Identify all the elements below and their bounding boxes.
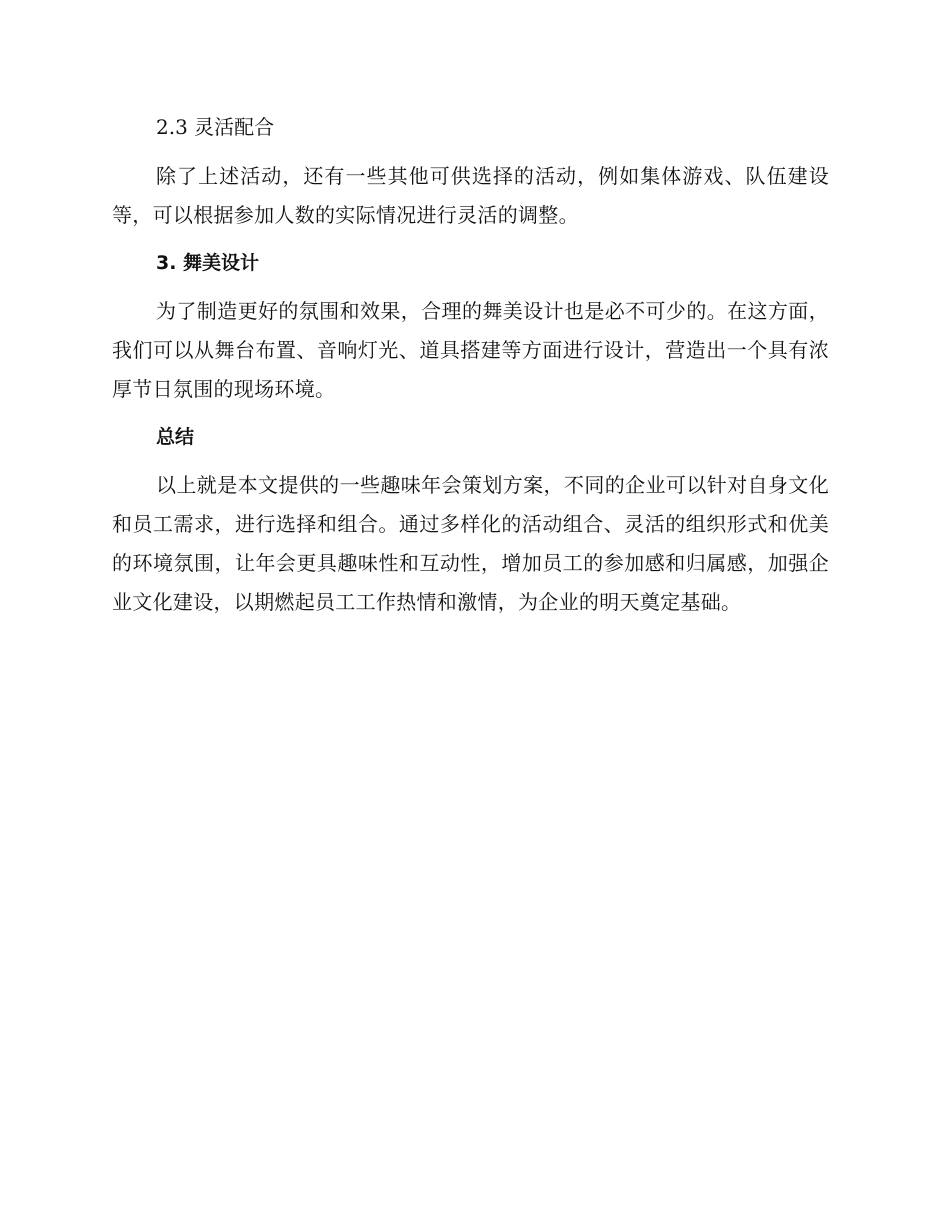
section-3-paragraph: 为了制造更好的氛围和效果，合理的舞美设计也是必不可少的。在这方面，我们可以从舞台布置、音响灯光、道具搭建等方面进行设计，营造出一个具有浓厚节日氛围的现场环境。 <box>112 299 829 402</box>
summary-heading: 总结 <box>156 426 195 449</box>
section-3-heading: 3. 舞美设计 <box>156 252 260 274</box>
summary-paragraph: 以上就是本文提供的一些趣味年会策划方案，不同的企业可以针对自身文化和员工需求，进行选择和组合。通过多样化的活动组合、灵活的组织形式和优美的环境氛围，让年会更具趣味性和互动性，增加员工的参加感和归属感，加强企业文化建设，以期燃起员工工作热情和激情，为企业的明天奠定基础。 <box>112 473 829 615</box>
section-2-3-subheading: 2.3 灵活配合 <box>156 115 275 139</box>
section-2-3-paragraph: 除了上述活动，还有一些其他可供选择的活动，例如集体游戏、队伍建设等，可以根据参加人数的实际情况进行灵活的调整。 <box>112 164 829 227</box>
